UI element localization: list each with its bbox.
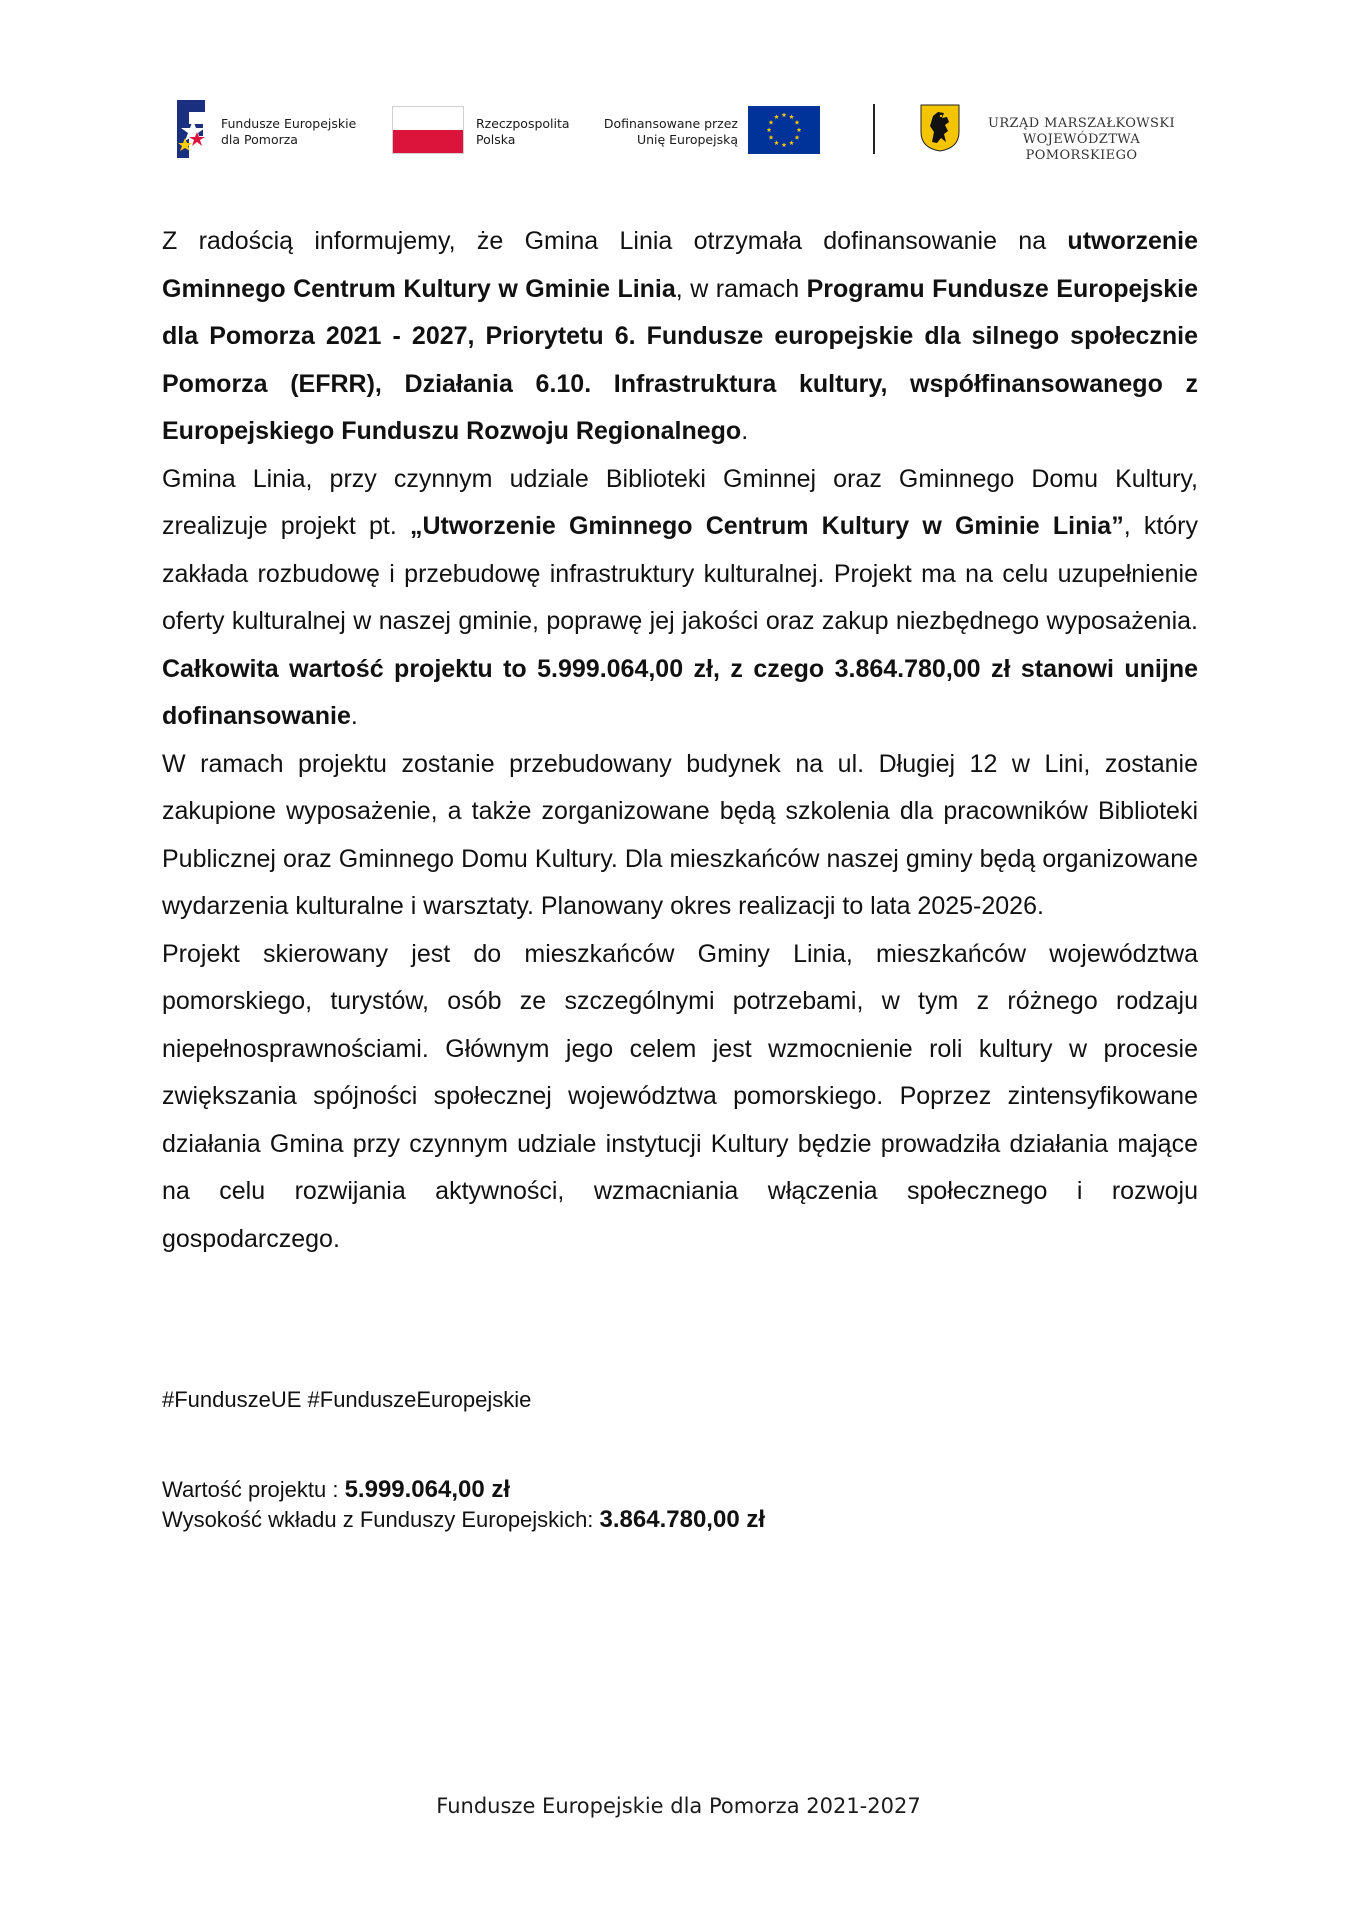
paragraph-target-group bbox=[162, 931, 1198, 1264]
polish-flag-icon bbox=[392, 106, 464, 154]
bold-text-run: Programu Fundusze Europejskie dla Pomorza 2021 - 2027, Priorytetu 6. Fundusze europejskie dla silnego społecznie Pomorza (EFRR), Działania 6.10. Infrastruktura kultury, współfinansowanego z Europejskiego Funduszu Rozwoju Regionalnego bbox=[162, 274, 1199, 445]
project-value-row bbox=[162, 1475, 765, 1505]
bold-text-run: Całkowita wartość projektu to 5.999.064,00 zł, z czego 3.864.780,00 zł stanowi unijne dofinansowanie bbox=[162, 654, 1198, 730]
bold-text-run: utworzenie Gminnego Centrum Kultury w Gminie Linia bbox=[162, 227, 1198, 303]
fe-logo-line2: dla Pomorza bbox=[221, 132, 298, 147]
project-summary bbox=[162, 1475, 765, 1535]
fe-logo-line1: Fundusze Europejskie bbox=[221, 116, 357, 131]
eu-contribution-label: Wysokość wkładu z Funduszy Europejskich: bbox=[162, 1507, 600, 1532]
page-footer: Fundusze Europejskie dla Pomorza 2021-2027 bbox=[436, 1794, 921, 1818]
um-logo-line2: WOJEWÓDZTWA POMORSKIEGO bbox=[1022, 132, 1141, 163]
text-run: , w ramach bbox=[675, 274, 807, 303]
hashtags: #FunduszeUE #FunduszeEuropejskie bbox=[162, 1387, 532, 1412]
project-value: 5.999.064,00 zł bbox=[344, 1476, 511, 1503]
logo-bar bbox=[175, 96, 1195, 163]
rp-logo-line1: Rzeczpospolita bbox=[476, 116, 570, 131]
text-run: Projekt skierowany jest do mieszkańców Gminy Linia, mieszkańców województwa pomorskiego, turystów, osób ze szczególnymi potrzebami, w tym z różnego rodzaju niepełnosprawnościami. Głównym jego celem jest wzmocnienie roli kultury w procesie zwiększania spójności społecznej województwa pomorskiego. Poprzez zintensyfikowane działania Gmina przy czynnym udziale instytucji Kultury będzie prowadziła działania mające na celu rozwijania aktywności, wzmacniania włączenia społecznego i rozwoju gospodarczego. bbox=[162, 939, 1198, 1253]
urzad-marszalkowski-logo bbox=[920, 96, 1195, 163]
paragraph-funding bbox=[162, 218, 1198, 456]
fe-emblem-icon bbox=[175, 98, 215, 160]
announcement-body bbox=[162, 218, 1198, 1263]
paragraph-project bbox=[162, 456, 1198, 741]
rzeczpospolita-polska-logo bbox=[392, 96, 582, 160]
ue-logo-line1: Dofinansowane przez bbox=[603, 116, 738, 131]
unia-europejska-logo bbox=[600, 96, 830, 160]
text-run: , który zakłada rozbudowę i przebudowę infrastruktury kulturalnej. Projekt ma na celu uzupełnienie oferty kulturalnej w naszej gminie, poprawę jej jakości oraz zakup niezbędnego wyposażenia. bbox=[162, 512, 1198, 635]
ue-logo-line2: Unię Europejską bbox=[636, 132, 738, 147]
rp-logo-line2: Polska bbox=[476, 132, 516, 147]
bold-text-run: „Utworzenie Gminnego Centrum Kultury w Gminie Linia” bbox=[409, 512, 1124, 540]
fundusze-europejskie-logo bbox=[175, 96, 375, 160]
text-run: . bbox=[741, 417, 749, 445]
logo-divider bbox=[873, 104, 875, 154]
eu-contribution-row bbox=[162, 1505, 765, 1535]
um-logo-line1: URZĄD MARSZAŁKOWSKI bbox=[988, 116, 1175, 131]
text-run: Z radością informujemy, że Gmina Linia otrzymała dofinansowanie na bbox=[162, 227, 1068, 255]
text-run: . bbox=[350, 702, 358, 730]
eu-contribution-value: 3.864.780,00 zł bbox=[599, 1506, 765, 1533]
paragraph-scope bbox=[162, 741, 1198, 931]
text-run: W ramach projektu zostanie przebudowany budynek na ul. Długiej 12 w Lini, zostanie zakupione wyposażenie, a także zorganizowane będą szkolenia dla pracowników Biblioteki Publicznej oraz Gminnego Domu Kultury. Dla mieszkańców naszej gminy będą organizowane wydarzenia kulturalne i warsztaty. Planowany okres realizacji to lata 2025-2026. bbox=[162, 749, 1198, 920]
eu-flag-icon bbox=[748, 106, 820, 154]
project-value-label: Wartość projektu : bbox=[162, 1477, 345, 1502]
text-run: Gmina Linia, przy czynnym udziale Biblioteki Gminnej oraz Gminnego Domu Kultury, zrealizuje projekt pt. bbox=[162, 464, 1198, 540]
griffin-coat-of-arms-icon bbox=[920, 104, 960, 152]
